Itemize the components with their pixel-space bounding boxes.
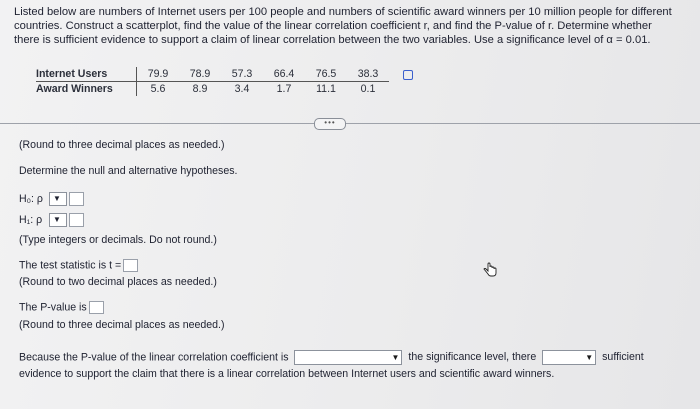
round-instruction: (Round to three decimal places as needed.) [19, 319, 225, 331]
p-value-line [19, 301, 104, 314]
copy-data-icon[interactable] [403, 70, 413, 80]
table-cell: 57.3 [221, 67, 263, 82]
test-statistic-input[interactable] [123, 259, 138, 272]
hand-cursor-icon [482, 262, 498, 278]
h0-value-input[interactable] [69, 192, 84, 206]
table-cell: 11.1 [316, 83, 336, 95]
alt-hypothesis-row [19, 213, 84, 227]
table-cell: 8.9 [192, 83, 208, 95]
h0-relation-dropdown[interactable] [49, 192, 67, 206]
conclusion-text: the significance level, there [408, 351, 537, 364]
hypotheses-prompt: Determine the null and alternative hypotheses. [19, 165, 238, 177]
table-cell: 79.9 [137, 67, 180, 82]
table-cell: 5.6 [150, 83, 166, 95]
conclusion-line-2: evidence to support the claim that there is a linear correlation between Internet users and scientific award winners. [19, 368, 555, 380]
table-cell: 76.5 [305, 67, 347, 82]
round-instruction: (Round to three decimal places as needed.) [19, 139, 225, 151]
test-statistic-label: The test statistic is t = [19, 259, 122, 272]
p-value-label: The P-value is [19, 301, 87, 314]
problem-statement: Listed below are numbers of Internet users per 100 people and numbers of scientific award winners per 10 million people for different countries. Construct a scatterplot, find the value of the linear correlation coefficient r, and find the P-value of r. Determine whether there is sufficient evidence to support a claim of linear correlation between the two variables. Use a significance level of α = 0.01. [14, 6, 672, 47]
row-label-award-winners: Award Winners [36, 82, 137, 97]
dropdown-arrow-icon: ▼ [53, 194, 61, 203]
table-cell: 38.3 [347, 67, 389, 82]
round-instruction: (Round to two decimal places as needed.) [19, 276, 217, 288]
dropdown-arrow-icon: ▼ [391, 353, 400, 362]
data-table [36, 67, 389, 96]
h1-value-input[interactable] [69, 213, 84, 227]
table-row [36, 82, 389, 97]
evidence-dropdown[interactable] [542, 350, 596, 365]
table-cell: 1.7 [276, 83, 292, 95]
test-statistic-line [19, 259, 138, 272]
row-label-internet-users: Internet Users [36, 67, 137, 82]
show-more-button[interactable]: ••• [314, 118, 346, 130]
dropdown-arrow-icon: ▼ [53, 215, 61, 224]
table-cell: 66.4 [263, 67, 305, 82]
section-divider [0, 123, 700, 124]
h1-relation-dropdown[interactable] [49, 213, 67, 227]
dropdown-arrow-icon: ▼ [585, 353, 594, 362]
pvalue-comparison-dropdown[interactable] [294, 350, 402, 365]
type-instruction: (Type integers or decimals. Do not round.) [19, 234, 217, 246]
conclusion-text: Because the P-value of the linear correlation coefficient is [19, 351, 289, 364]
h0-label: H₀: ρ [19, 193, 43, 205]
table-cell: 78.9 [179, 67, 221, 82]
table-cell: 0.1 [360, 83, 376, 95]
null-hypothesis-row [19, 192, 84, 206]
h1-label: H₁: ρ [19, 214, 43, 226]
p-value-input[interactable] [89, 301, 104, 314]
conclusion-text: sufficient [602, 351, 644, 364]
table-row [36, 67, 389, 82]
table-cell: 3.4 [234, 83, 250, 95]
conclusion-line-1 [19, 350, 644, 365]
